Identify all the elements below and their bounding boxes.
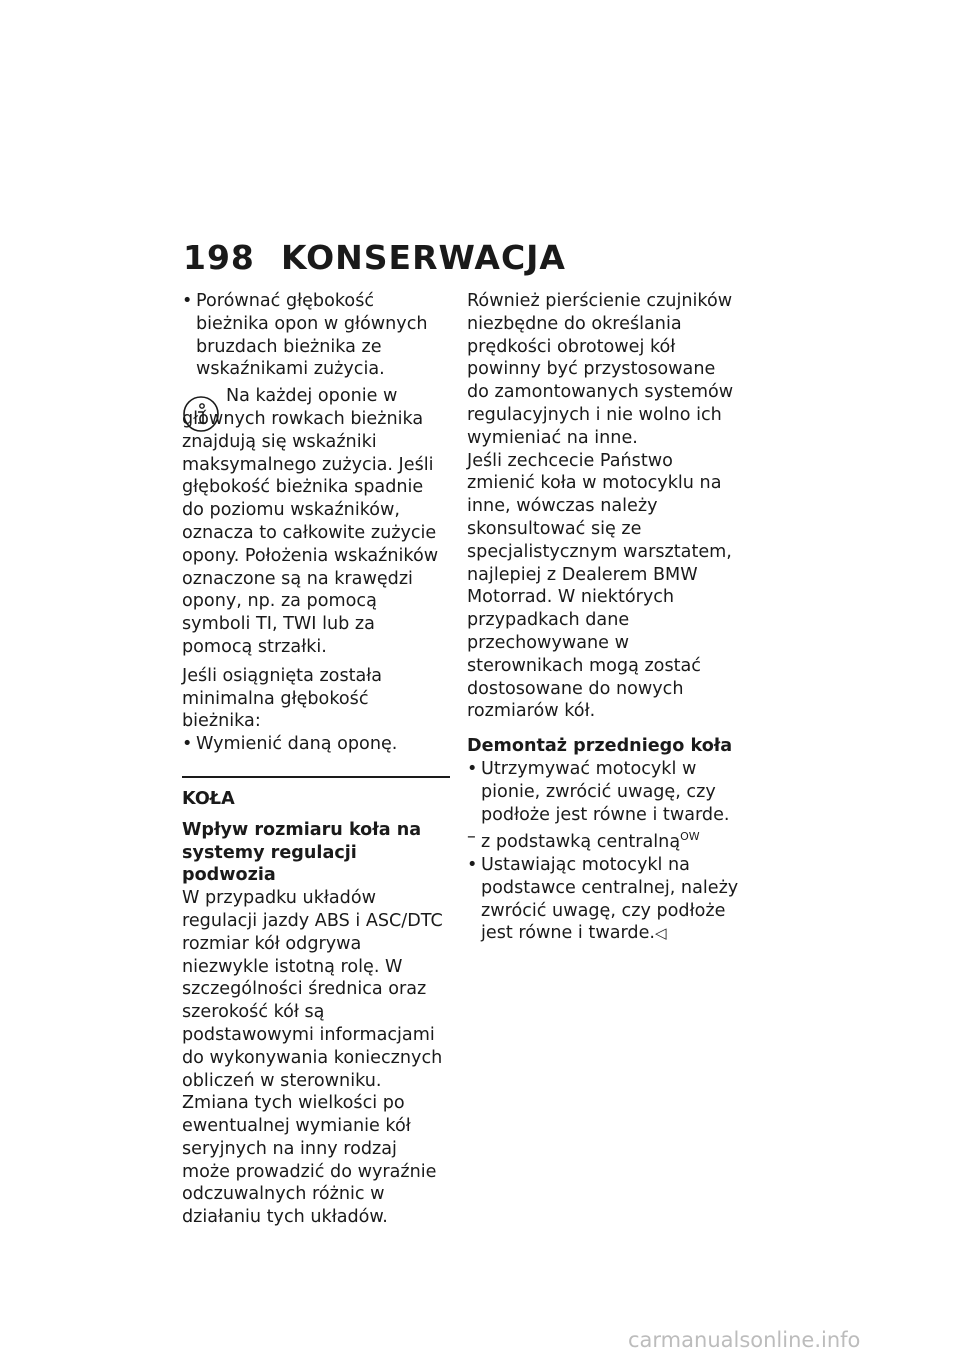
section-divider [182,776,450,778]
paragraph-sensor-rings: Również pierścienie czujników niezbędne do określania prędkości obrotowej kół powinny być przystosowane do zamontowanych systemów regulacyjnych i nie wolno ich wymieniać na inne. [467,291,734,448]
info-icon [182,395,220,433]
bullet-center-stand [467,854,742,945]
end-mark-icon: ◁ [655,924,667,943]
dash-center-stand [467,826,742,854]
page-header [183,238,566,277]
bullet-center-stand-text: Ustawiając motocykl na podstawce centralnej, należy zwrócić uwagę, czy podłoże jest równe i twarde. [481,854,739,944]
subsection-title-wheel-size: Wpływ rozmiaru koła na systemy regulacji podwozia [182,819,422,886]
page-title: KONSERWACJA [281,238,566,277]
option-superscript: OW [680,830,700,844]
paragraph-change-wheels: Jeśli zechcecie Państwo zmienić koła w motocyklu na inne, wówczas należy skonsultować się ze specjalistycznym warsztatem, najlepiej z Dealerem BMW Motorrad. W niektórych przypadkach dane przechowywane w sterownikach mogą zostać dostosowane do nowych rozmiarów kół. [467,450,732,722]
subsection-title-front-wheel-removal: Demontaż przedniego koła [467,736,733,757]
watermark: carmanualsonline.info [628,1328,861,1352]
bullet-hold-upright: • Utrzymywać motocykl w pionie, zwrócić uwagę, czy podłoże jest równe i twarde. [467,758,742,826]
left-column [182,290,450,1229]
info-text: Na każdej oponie w głównych rowkach bieżnika znajdują się wskaźniki maksymalnego zużycia. Jeśli głębokość bieżnika spadnie do poziomu wskaźników, oznacza to całkowite zużycie opony. Położenia wskaźników oznaczone są na krawędzi opony, np. za pomocą symboli TI, TWI lub za pomocą strzałki. [182,386,439,657]
paragraph-wheel-size: W przypadku układów regulacji jazdy ABS i ASC/DTC rozmiar kół odgrywa niezwykle istotną rolę. W szczególności średnica oraz szerokość kół są podstawowymi informacjami do wykonywania koniecznych obliczeń w sterowniku. Zmiana tych wielkości po ewentualnej wymianie kół seryjnych na inny rodzaj może prowadzić do wyraźnie odczuwalnych różnic w działaniu tych układów. [182,888,443,1228]
right-column [467,290,742,945]
paragraph-min-depth: Jeśli osiągnięta została minimalna głębokość bieżnika: [182,665,383,732]
bullet-replace-tire: • Wymienić daną oponę. [182,733,450,756]
dash-item-text: z podstawką centralną [481,832,681,853]
section-title-wheels: KOŁA [182,788,235,809]
info-note [182,385,450,659]
bullet-compare-tread: • Porównać głębokość bieżnika opon w głównych bruzdach bieżnika ze wskaźnikami zużycia. [182,290,450,381]
page-number: 198 [183,238,255,277]
